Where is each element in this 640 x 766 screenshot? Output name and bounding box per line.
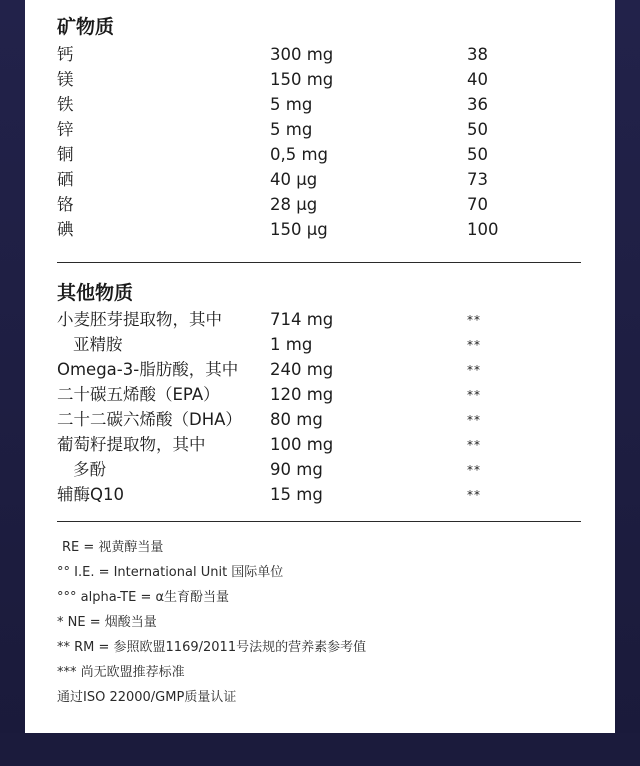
nutrient-ref: 36 <box>467 95 488 114</box>
nutrient-ref: 50 <box>467 120 488 139</box>
nutrient-name: 锌 <box>57 120 74 139</box>
nutrient-name: 铬 <box>57 195 74 214</box>
table-row <box>57 307 587 332</box>
nutrient-amount: 80 mg <box>270 410 323 429</box>
section-divider <box>57 262 581 263</box>
minerals-title: 矿物质 <box>57 16 115 38</box>
nutrient-ref: ** <box>467 338 481 352</box>
nutrient-amount: 40 μg <box>270 170 318 189</box>
table-row <box>57 217 587 242</box>
nutrient-name: 二十碳五烯酸（EPA） <box>57 385 220 404</box>
nutrient-name: 小麦胚芽提取物，其中 <box>57 310 222 329</box>
nutrient-amount: 150 μg <box>270 220 328 239</box>
nutrient-name: 碘 <box>57 220 74 239</box>
nutrient-name: 亚精胺 <box>73 335 123 354</box>
nutrient-ref: 38 <box>467 45 488 64</box>
nutrient-amount: 100 mg <box>270 435 334 454</box>
footnote: °° I.E. = International Unit 国际单位 <box>57 565 284 580</box>
nutrient-name: Omega-3-脂肪酸，其中 <box>57 360 239 379</box>
nutrient-name: 多酚 <box>73 460 106 479</box>
nutrient-amount: 150 mg <box>270 70 334 89</box>
nutrient-name: 铜 <box>57 145 74 164</box>
nutrient-ref: ** <box>467 388 481 402</box>
table-row <box>57 382 587 407</box>
nutrient-ref: ** <box>467 463 481 477</box>
nutrient-ref: 40 <box>467 70 488 89</box>
table-row <box>57 482 587 507</box>
nutrient-amount: 300 mg <box>270 45 334 64</box>
nutrition-card <box>25 0 615 733</box>
table-row <box>57 192 587 217</box>
nutrient-ref: 73 <box>467 170 488 189</box>
nutrient-ref: 100 <box>467 220 499 239</box>
nutrient-ref: ** <box>467 363 481 377</box>
footnote: RE = 视黄醇当量 <box>62 540 164 555</box>
nutrient-name: 硒 <box>57 170 74 189</box>
nutrient-name: 铁 <box>57 95 74 114</box>
table-row <box>57 407 587 432</box>
footnote: * NE = 烟酸当量 <box>57 615 157 630</box>
nutrient-name: 辅酶Q10 <box>57 485 124 504</box>
nutrient-ref: ** <box>467 313 481 327</box>
nutrient-ref: ** <box>467 438 481 452</box>
nutrient-amount: 15 mg <box>270 485 323 504</box>
nutrient-name: 钙 <box>57 45 74 64</box>
nutrient-amount: 28 μg <box>270 195 318 214</box>
others-title: 其他物质 <box>57 282 134 304</box>
nutrient-amount: 714 mg <box>270 310 334 329</box>
nutrient-amount: 90 mg <box>270 460 323 479</box>
table-row <box>57 457 587 482</box>
table-row <box>57 42 587 67</box>
nutrient-name: 葡萄籽提取物，其中 <box>57 435 206 454</box>
table-row <box>57 142 587 167</box>
nutrient-ref: ** <box>467 488 481 502</box>
nutrient-ref: 50 <box>467 145 488 164</box>
table-row <box>57 332 587 357</box>
table-row <box>57 117 587 142</box>
nutrient-amount: 120 mg <box>270 385 334 404</box>
table-row <box>57 67 587 92</box>
nutrient-amount: 5 mg <box>270 120 313 139</box>
nutrient-amount: 5 mg <box>270 95 313 114</box>
nutrient-amount: 1 mg <box>270 335 313 354</box>
section-divider <box>57 521 581 522</box>
nutrient-name: 镁 <box>57 70 74 89</box>
footnote: *** 尚无欧盟推荐标准 <box>57 665 185 680</box>
footnote: ** RM = 参照欧盟1169/2011号法规的营养素参考值 <box>57 640 367 655</box>
nutrient-amount: 0,5 mg <box>270 145 329 164</box>
table-row <box>57 167 587 192</box>
footnote: °°° alpha-TE = α生育酚当量 <box>57 590 230 605</box>
nutrient-amount: 240 mg <box>270 360 334 379</box>
footnote: 通过ISO 22000/GMP质量认证 <box>57 690 237 705</box>
nutrient-ref: ** <box>467 413 481 427</box>
table-row <box>57 432 587 457</box>
nutrient-ref: 70 <box>467 195 488 214</box>
table-row <box>57 92 587 117</box>
bottom-band <box>0 733 640 766</box>
table-row <box>57 357 587 382</box>
nutrient-name: 二十二碳六烯酸（DHA） <box>57 410 242 429</box>
